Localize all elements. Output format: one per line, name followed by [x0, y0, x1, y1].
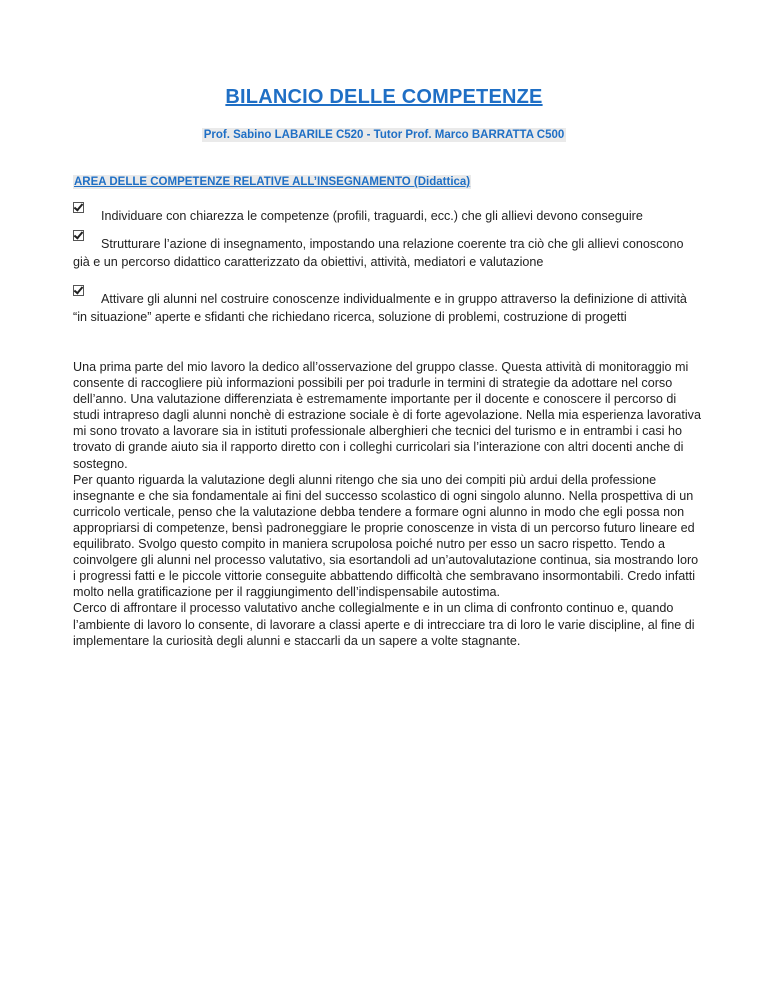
paragraph: Una prima parte del mio lavoro la dedico all’osservazione del gruppo classe. Questa attività di monitoraggio mi consente di raccogliere più informazioni possibili per poi tradurle in termini di strategie da adottare nel corso dell’anno. Una valutazione differenziata è estremamente importante per il docente e conoscere il percorso di studi intrapreso dagli alunni nonchè di estrazione sociale è di forte agevolazione. Nella mia esperienza lavorativa mi sono trovato a lavorare sia in istituti professionale alberghieri che tecnici del turismo e in entrambi i casi ho trovato di grande aiuto sia il rapporto diretto con i colleghi curricolari sia l’interazione con altri docenti anche di sostegno. [73, 360, 701, 471]
body-text [73, 359, 703, 649]
checklist-item [73, 235, 703, 271]
paragraph: Cerco di affrontare il processo valutativo anche collegialmente e in un clima di confronto continuo e, quando l’ambiente di lavoro lo consente, di lavorare a classi aperte e di intrecciare tra di loro le varie discipline, al fine di implementare la curiosità degli alunni e staccarli da un sapere a volte stagnante. [73, 601, 695, 648]
checklist-item-text: Individuare con chiarezza le competenze (profili, traguardi, ecc.) che gli allievi devono conseguire [101, 209, 643, 223]
checklist-item [73, 207, 703, 225]
document-title: BILANCIO DELLE COMPETENZE [225, 86, 543, 108]
document-subtitle [0, 125, 768, 143]
paragraph: Per quanto riguarda la valutazione degli alunni ritengo che sia uno dei compiti più ardui della professione insegnante e che sia fondamentale ai fini del successo scolastico di ogni singolo alunno. Nella prospettiva di un curricolo verticale, penso che la valutazione debba tendere a formare ogni alunno in modo che egli possa non appropriarsi di competenze, bensì padroneggiare le proprie conoscenze in vista di un percorso futuro lineare ed equilibrato. Svolgo questo compito in maniera scrupolosa poiché nutro per esso un sacro rispetto. Tendo a coinvolgere gli alunni nel processo valutativo, sia esortandoli ad un’autovalutazione continua, sia mostrando loro i progressi fatti e le piccole vittorie conseguite abbattendo difficoltà che sembravano insormontabili. Credo infatti molto nella gratificazione per il raggiungimento dell’indispensabile autostima. [73, 472, 699, 600]
checklist-item [73, 290, 703, 326]
checkbox-checked-icon [73, 230, 84, 241]
area-heading: AREA DELLE COMPETENZE RELATIVE ALL’INSEGNAMENTO (Didattica) [74, 176, 471, 188]
checklist-item-text: Strutturare l’azione di insegnamento, impostando una relazione coerente tra ciò che gli allievi conoscono già e un percorso didattico caratterizzato da obiettivi, attività, mediatori e valutazione [73, 237, 684, 269]
checklist-item-text: Attivare gli alunni nel costruire conoscenze individualmente e in gruppo attraverso la definizione di attività “in situazione” aperte e sfidanti che richiedano ricerca, soluzione di problemi, costruzione di progetti [73, 292, 687, 324]
subtitle-text: Prof. Sabino LABARILE C520 - Tutor Prof. Marco BARRATTA C500 [203, 129, 565, 141]
checkbox-checked-icon [73, 285, 84, 296]
checkbox-checked-icon [73, 202, 84, 213]
